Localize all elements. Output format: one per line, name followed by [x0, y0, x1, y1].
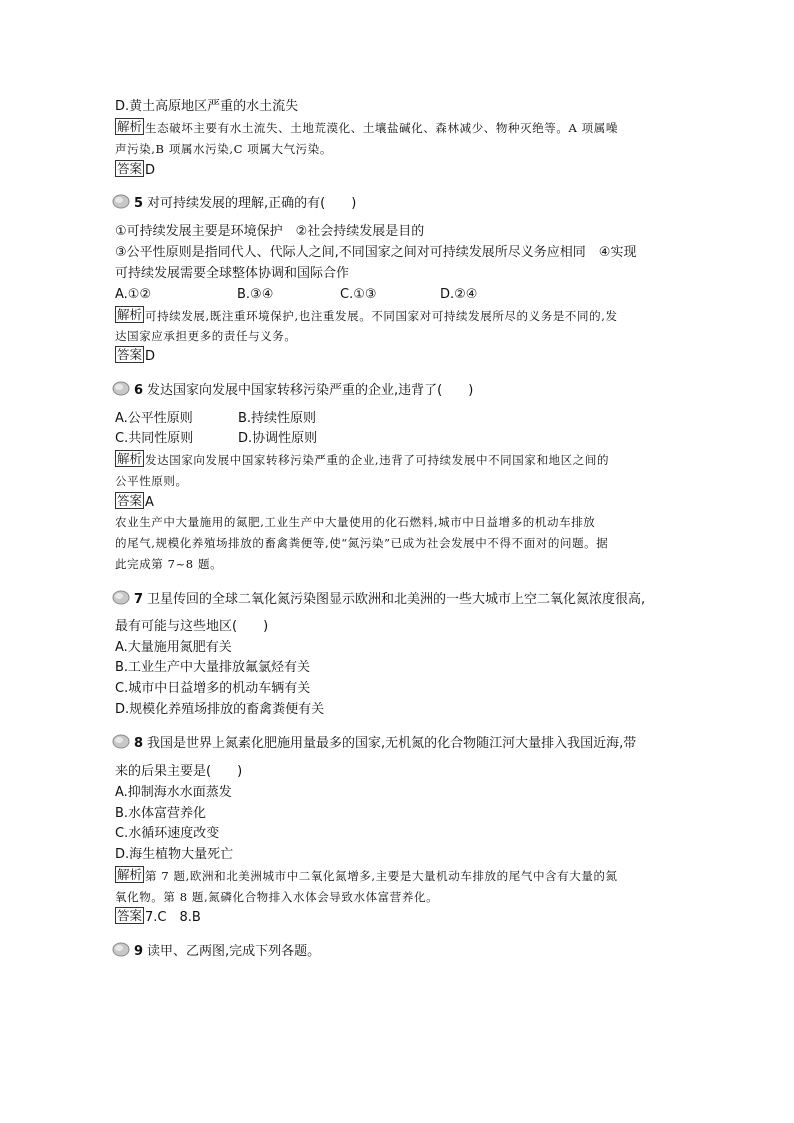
q5-answer-value: D	[145, 349, 156, 364]
q5-statement-2: ③公平性原则是指同代人、代际人之间,不同国家之间对可持续发展所尽义务应相同 ④实现	[115, 245, 637, 260]
q4-analysis-line-1	[115, 118, 618, 138]
question-bullet-icon	[112, 734, 131, 749]
q8-number: 8	[134, 736, 144, 751]
q5-number: 5	[134, 196, 144, 211]
q6-option-d: D.协调性原则	[238, 431, 318, 446]
material-line-2: 的尾气,规模化养殖场排放的畜禽粪便等,使“氮污染”已成为社会发展中不得不面对的问题。据	[115, 536, 609, 550]
q8-option-b: B.水体富营养化	[115, 806, 207, 821]
analysis-label: 解析	[117, 451, 143, 466]
q6-options-row-1	[115, 409, 316, 429]
q7-number: 7	[134, 592, 144, 607]
q5-answer-line	[115, 346, 155, 366]
q8-analysis-text-1: 第 7 题,欧洲和北美洲城市中二氧化氮增多,主要是大量机动车排放的尾气中含有大量的氮	[145, 869, 618, 883]
q6-number: 6	[134, 383, 144, 398]
q5-statement-1: ①可持续发展主要是环境保护 ②社会持续发展是目的	[115, 224, 425, 239]
q5-analysis-line-2: 达国家应承担更多的责任与义务。	[115, 329, 297, 343]
q5-option-a: A.①②	[115, 287, 152, 302]
q5-options-row	[115, 285, 477, 305]
q5-option-b: B.③④	[237, 287, 274, 302]
q8-answer-value: 7.C 8.B	[145, 910, 201, 925]
q6-analysis-text-1: 发达国家向发展中国家转移污染严重的企业,违背了可持续发展中不同国家和地区之间的	[145, 453, 610, 467]
q6-answer-value: A	[145, 495, 154, 510]
q8-analysis-line-2: 氧化物。第 8 题,氮磷化合物排入水体会导致水体富营养化。	[115, 890, 439, 904]
q9-number: 9	[134, 944, 144, 959]
q4-option-d: D.黄土高原地区严重的水土流失	[115, 99, 299, 114]
q7-option-d: D.规模化养殖场排放的畜禽粪便有关	[115, 702, 325, 717]
q5-analysis-line-1	[115, 306, 618, 326]
answer-label: 答案	[117, 493, 143, 508]
q9-stem: 读甲、乙两图,完成下列各题。	[147, 944, 321, 959]
q8-option-c: C.水循环速度改变	[115, 826, 220, 841]
q8-stem-line-2: 来的后果主要是( )	[115, 764, 243, 779]
analysis-label: 解析	[117, 867, 143, 882]
q7-stem-line-2: 最有可能与这些地区( )	[115, 619, 269, 634]
q7-stem-line-1	[112, 589, 645, 611]
analysis-label: 解析	[117, 307, 143, 322]
q7-option-a: A.大量施用氮肥有关	[115, 640, 232, 655]
q8-stem-line-1	[112, 733, 636, 755]
q4-analysis-text-1: 生态破坏主要有水土流失、土地荒漠化、土壤盐碱化、森林减少、物种灭绝等。A 项属噪	[145, 121, 618, 135]
material-line-3: 此完成第 7~8 题。	[115, 557, 223, 571]
q5-option-d: D.②④	[440, 287, 478, 302]
q6-analysis-line-1	[115, 450, 609, 470]
q6-stem: 发达国家向发展中国家转移污染严重的企业,违背了( )	[147, 383, 474, 398]
q8-answer-line	[115, 907, 201, 927]
q6-option-a: A.公平性原则	[115, 411, 193, 426]
answer-label: 答案	[117, 161, 143, 176]
q8-analysis-line-1	[115, 866, 618, 886]
q6-option-c: C.共同性原则	[115, 431, 194, 446]
q5-statement-3: 可持续发展需要全球整体协调和国际合作	[115, 266, 350, 281]
q4-answer-line	[115, 160, 155, 180]
q6-stem-line	[112, 380, 473, 402]
q8-option-a: A.抑制海水水面蒸发	[115, 785, 232, 800]
answer-label: 答案	[117, 908, 143, 923]
q5-stem: 对可持续发展的理解,正确的有( )	[147, 196, 357, 211]
question-bullet-icon	[112, 381, 131, 396]
q7-option-b: B.工业生产中大量排放氟氯烃有关	[115, 660, 311, 675]
q8-stem-1: 我国是世界上氮素化肥施用量最多的国家,无机氮的化合物随江河大量排入我国近海,带	[147, 736, 637, 751]
q7-option-c: C.城市中日益增多的机动车辆有关	[115, 681, 311, 696]
question-bullet-icon	[112, 942, 131, 957]
q8-option-d: D.海生植物大量死亡	[115, 847, 234, 862]
analysis-label: 解析	[117, 119, 143, 134]
q6-analysis-line-2: 公平性原则。	[115, 474, 188, 488]
material-line-1: 农业生产中大量施用的氮肥,工业生产中大量使用的化石燃料,城市中日益增多的机动车排放	[115, 515, 596, 529]
q4-answer-value: D	[145, 163, 156, 178]
q6-options-row-2	[115, 429, 317, 449]
q9-stem-line	[112, 941, 320, 963]
q5-analysis-text-1: 可持续发展,既注重环境保护,也注重发展。不同国家对可持续发展所尽的义务是不同的,发	[145, 309, 618, 323]
question-bullet-icon	[112, 590, 131, 605]
answer-label: 答案	[117, 347, 143, 362]
q5-option-c: C.①③	[340, 287, 377, 302]
question-bullet-icon	[112, 194, 131, 209]
q4-analysis-line-2: 声污染,B 项属水污染,C 项属大气污染。	[115, 142, 332, 156]
q6-option-b: B.持续性原则	[238, 411, 317, 426]
q6-answer-line	[115, 492, 154, 512]
q7-stem-1: 卫星传回的全球二氧化氮污染图显示欧洲和北美洲的一些大城市上空二氧化氮浓度很高,	[147, 592, 646, 607]
q5-stem-line	[112, 193, 356, 215]
